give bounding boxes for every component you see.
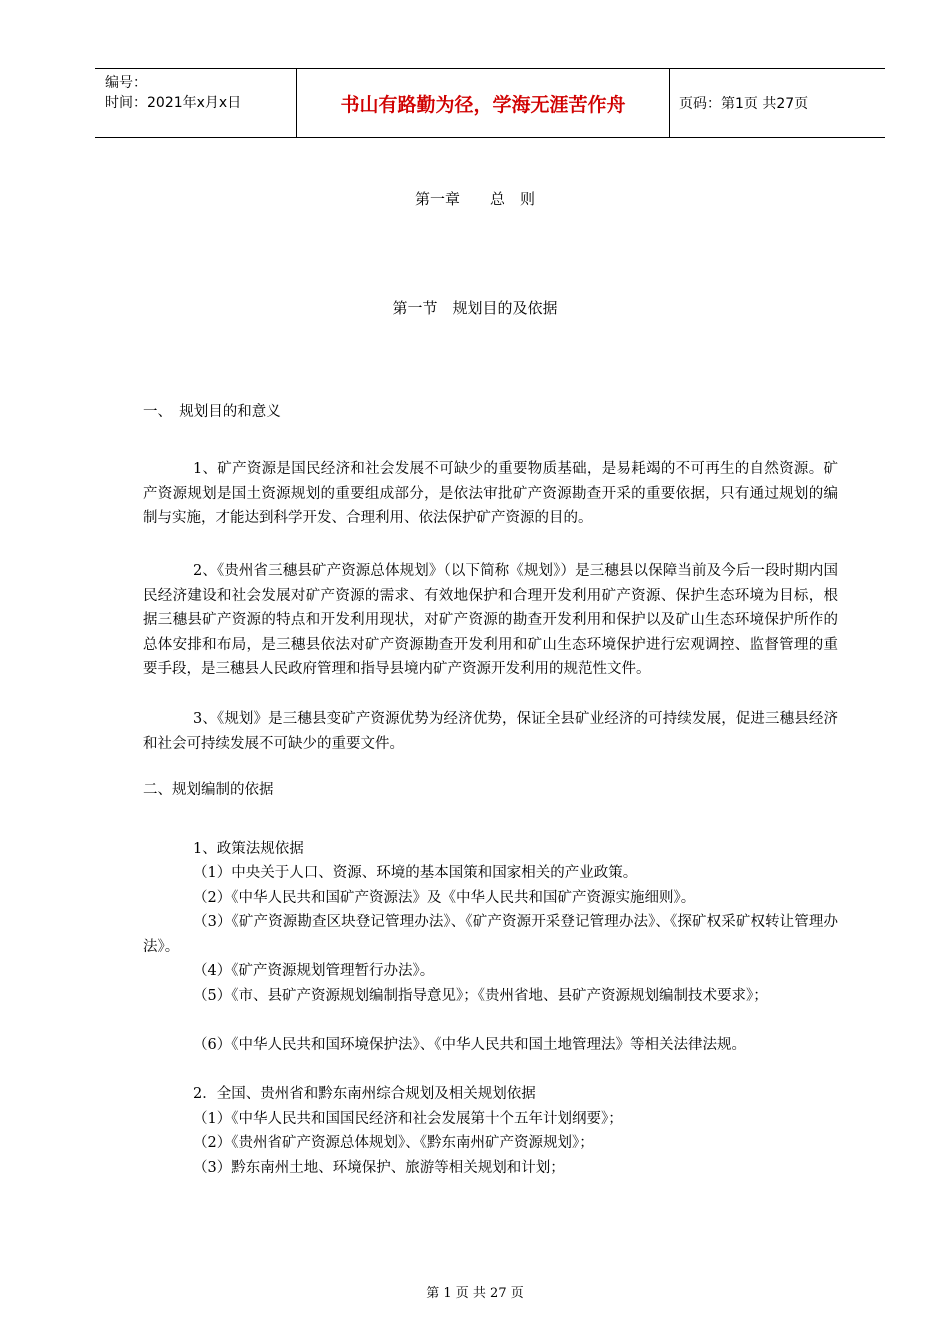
sub-heading: 1、政策法规依据 [193,841,304,857]
paragraph: 3、《规划》是三穗县变矿产资源优势为经济优势，保证全县矿业经济的可持续发展，促进三穗县经济和社会可持续发展不可缺少的重要文件。 [143,711,838,752]
part2-heading: 二、规划编制的依据 [143,782,274,798]
document-header [95,68,885,138]
paragraph: 1、矿产资源是国民经济和社会发展不可缺少的重要物质基础，是易耗竭的不可再生的自然资源。矿产资源规划是国土资源规划的重要组成部分，是依法审批矿产资源勘查开采的重要依据，只有通过规划的编制与实施，才能达到科学开发、合理利用、依法保护矿产资源的目的。 [143,461,838,526]
list-item: （3）《矿产资源勘查区块登记管理办法》、《矿产资源开采登记管理办法》、《探矿权采矿权转让管理办法》。 [143,914,838,955]
list-item: （1）《中华人民共和国国民经济和社会发展第十个五年计划纲要》； [193,1111,623,1127]
header-meta [105,73,295,113]
list-item: （2）《贵州省矿产资源总体规划》、《黔东南州矿产资源规划》； [193,1135,594,1151]
paragraph: 2、《贵州省三穗县矿产资源总体规划》（以下简称《规划》）是三穗县以保障当前及今后一段时期内国民经济建设和社会发展对矿产资源的需求、有效地保护和合理开发利用矿产资源、保护生态环境为目标，根据三穗县矿产资源的特点和开发利用现状，对矿产资源的勘查开发利用和保护以及矿山生态环境保护所作的总体安排和布局，是三穗县依法对矿产资源勘查开发利用和矿山生态环境保护进行宏观调控、监督管理的重要手段，是三穗县人民政府管理和指导县境内矿产资源开发利用的规范性文件。 [143,563,838,677]
list-item: （2）《中华人民共和国矿产资源法》及《中华人民共和国矿产资源实施细则》。 [193,890,696,906]
header-divider [669,69,670,137]
chapter-title: 第一章 总 则 [414,190,535,208]
part1-heading: 一、 规划目的和意义 [143,404,281,420]
number-label: 编号： [105,75,147,91]
header-motto: 书山有路勤为径，学海无涯苦作舟 [340,93,626,116]
list-item: （3）黔东南州土地、环境保护、旅游等相关规划和计划； [193,1160,565,1176]
page-footer: 第 1 页 共 27 页 [426,1286,524,1301]
time-label: 时间：2021年x月x日 [105,95,242,111]
list-item: （6）《中华人民共和国环境保护法》、《中华人民共和国土地管理法》等相关法律法规。 [193,1037,746,1053]
sub-heading: 2．全国、贵州省和黔东南州综合规划及相关规划依据 [193,1086,536,1102]
section-title: 第一节 规划目的及依据 [392,299,558,317]
list-item: （1）中央关于人口、资源、环境的基本国策和国家相关的产业政策。 [193,865,638,881]
header-page-info: 页码：第1页 共27页 [679,96,809,112]
list-item: （5）《市、县矿产资源规划编制指导意见》；《贵州省地、县矿产资源规划编制技术要求》； [193,988,768,1004]
list-item: （4）《矿产资源规划管理暂行办法》。 [193,963,435,979]
